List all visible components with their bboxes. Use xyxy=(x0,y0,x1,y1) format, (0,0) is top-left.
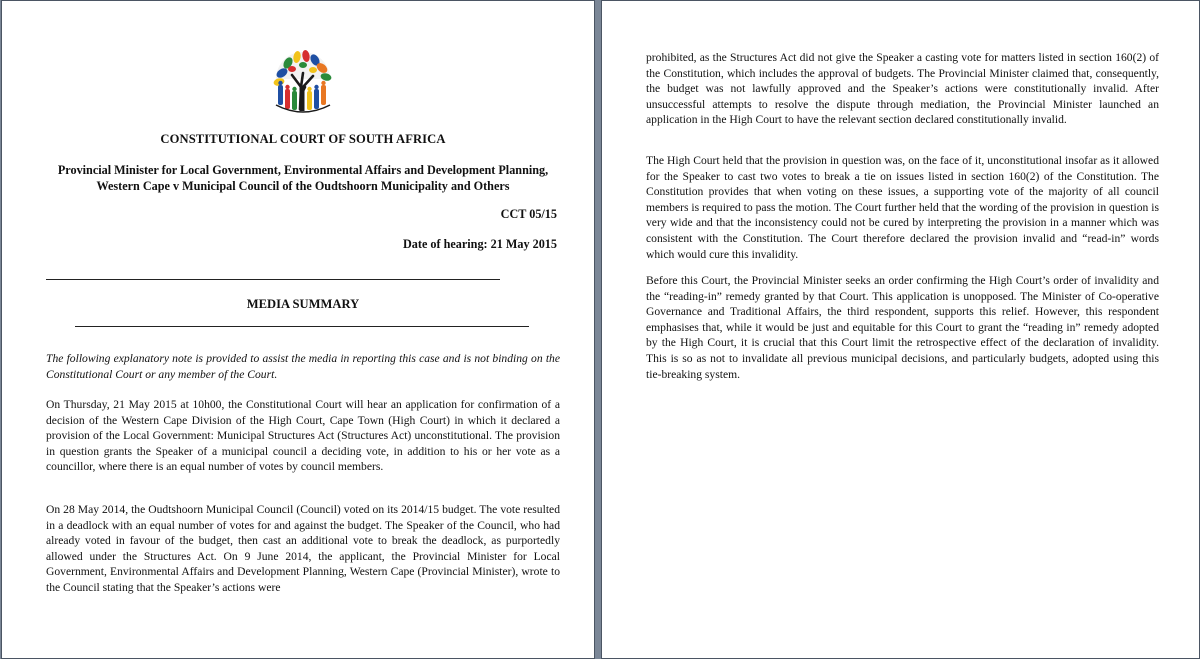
case-title-line-1: Provincial Minister for Local Government, Environmental Affairs and Development Planning, xyxy=(57,163,549,177)
explanatory-note: The following explanatory note is provided to assist the media in reporting this case and is not binding on the Constitutional Court or any member of the Court. xyxy=(46,352,560,381)
document-page-1 xyxy=(1,0,595,659)
media-summary-heading: MEDIA SUMMARY xyxy=(246,297,360,311)
body-paragraph-5: Before this Court, the Provincial Minister seeks an order confirming the High Court’s order of invalidity and the “reading-in” remedy granted by that Court. This application is unopposed. The Minister of Co-operative Governance and Traditional Affairs, the third respondent, supports this relief. However, this respondent emphasises that, while it would be just and equitable for this Court to grant the “reading in” remedy adopted by the High Court, it is crucial that this Court limit the retrospective effect of the declaration of invalidity. This is so as not to invalidate all previous municipal decisions, and particularly budgets, adopted using this tie-breaking system. xyxy=(646,274,1159,381)
hearing-date: Date of hearing: 21 May 2015 xyxy=(402,237,557,251)
court-name-heading: CONSTITUTIONAL COURT OF SOUTH AFRICA xyxy=(160,132,446,146)
body-paragraph-1: On Thursday, 21 May 2015 at 10h00, the Constitutional Court will hear an application for confirmation of a decision of the Western Cape Division of the High Court, Cape Town (High Court) in which it declared a provision of the Local Government: Municipal Structures Act (Structures Act) unconstitutional. The provision in question grants the Speaker of a municipal council a deciding vote, in addition to his or her vote as a councillor, where there is an equal number of votes by council members. xyxy=(46,398,560,474)
divider-bottom xyxy=(75,326,529,327)
case-title xyxy=(46,163,560,194)
body-paragraph-4: The High Court held that the provision in question was, on the face of it, unconstitutional insofar as it allowed for the Speaker to cast two votes to break a tie on issues listed in section 160(2) of the Constitution. The Constitution provides that when voting on these issues, a supporting vote of the majority of all council members is required to pass the motion. The Court further held that the wording of the provision in question is very wide and that the inconsistency could not be cured by interpreting the provision in a manner which was consistent with the Constitution. The Court therefore declared the provision invalid and “read-in” words which would cure this invalidity. xyxy=(646,154,1159,261)
divider-top xyxy=(46,279,500,280)
document-page-2 xyxy=(601,0,1200,659)
body-paragraph-3: prohibited, as the Structures Act did not give the Speaker a casting vote for matters listed in section 160(2) of the Constitution, which includes the approval of budgets. The Provincial Minister claimed that, consequently, the budget was not lawfully approved and the Speaker’s actions were constitutionally invalid. After unsuccessful attempts to resolve the dispute through mediation, the Provincial Minister launched an application in the High Court to have the relevant section declared constitutionally invalid. xyxy=(646,51,1159,127)
case-number: CCT 05/15 xyxy=(500,207,557,221)
body-paragraph-2: On 28 May 2014, the Oudtshoorn Municipal Council (Council) voted on its 2014/15 budget. The vote resulted in a deadlock with an equal number of votes for and against the budget. The Speaker of the Council, who had already voted in favour of the budget, then cast an additional vote to break the deadlock, as purportedly allowed under the Structures Act. On 9 June 2014, the applicant, the Provincial Minister for Local Government, Environmental Affairs and Development Planning, Western Cape (Provincial Minister), wrote to the Council stating that the Speaker’s actions were xyxy=(46,503,560,594)
constitutional-court-logo-icon xyxy=(270,49,336,117)
case-title-line-2: Western Cape v Municipal Council of the Oudtshoorn Municipality and Others xyxy=(96,178,510,193)
